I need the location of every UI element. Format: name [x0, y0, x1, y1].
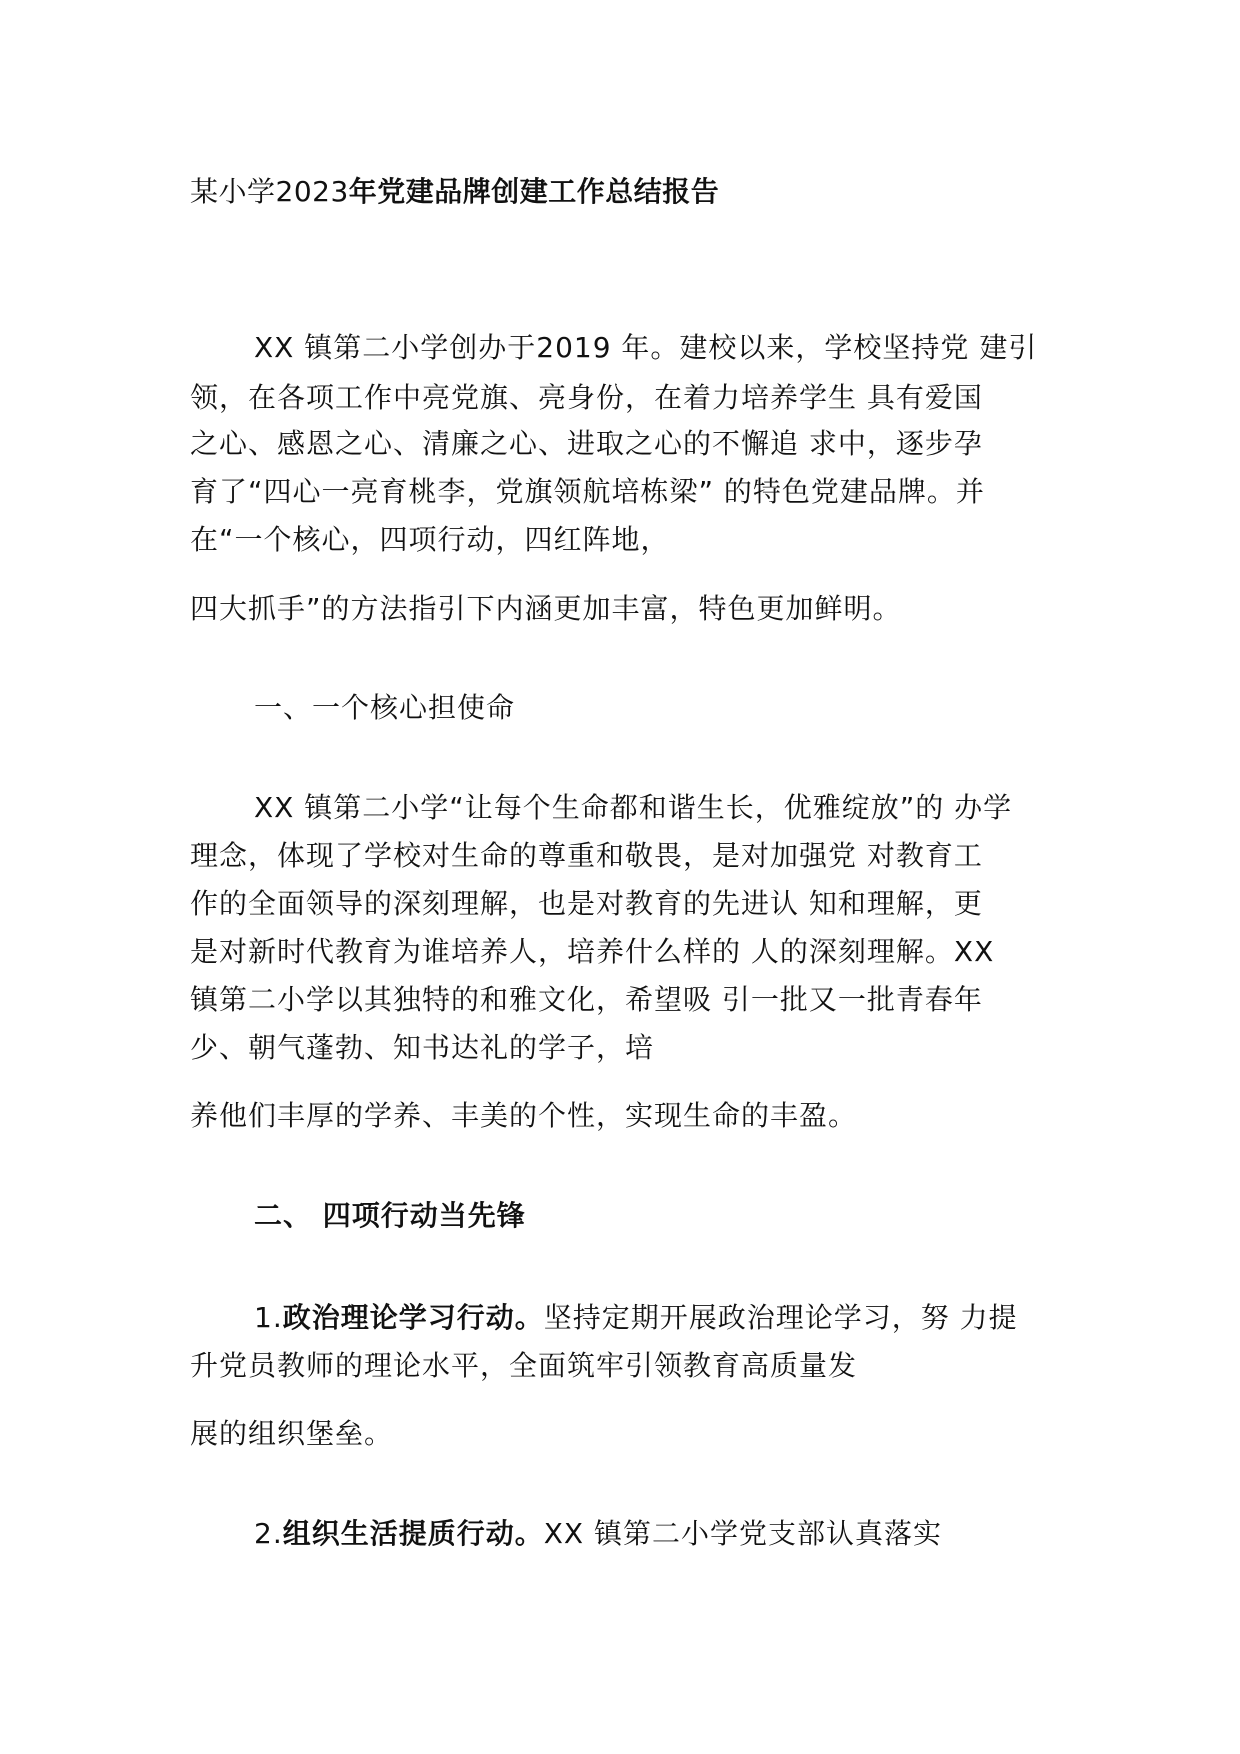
item1-line2: 升党员教师的理论水平，全面筑牢引领教育高质量发 — [190, 1349, 858, 1382]
section1-line: 镇第二小学以其独特的和雅文化，希望吸 引一批又一批青春年 — [190, 983, 983, 1016]
section1-line: 理念，体现了学校对生命的尊重和敬畏，是对加强党 对教育工 — [190, 839, 983, 872]
section-heading-2: 二、 四项行动当先锋 — [254, 1199, 526, 1232]
intro-line: 之心、感恩之心、清廉之心、进取之心的不懈追 求中，逐步孕 — [190, 427, 983, 460]
item1-line3: 展的组织堡垒。 — [190, 1417, 394, 1450]
document-title — [190, 172, 719, 212]
item2-text: XX 镇第二小学党支部认真落实 — [543, 1517, 942, 1550]
section1-line: XX 镇第二小学“让每个生命都和谐生长，优雅绽放”的 办学 — [254, 791, 1013, 824]
section-heading-1: 一、一个核心担使命 — [254, 691, 516, 724]
item1-number: 1. — [254, 1301, 283, 1334]
intro-line: 领，在各项工作中亮党旗、亮身份，在着力培养学生 具有爱国 — [190, 381, 983, 414]
item2-line1 — [254, 1514, 942, 1554]
item1-title: 政治理论学习行动。 — [282, 1301, 544, 1334]
section1-line: 作的全面领导的深刻理解，也是对教育的先进认 知和理解，更 — [190, 887, 983, 920]
item1-line1 — [254, 1298, 1018, 1338]
item2-number: 2. — [254, 1517, 283, 1550]
intro-line: 在“一个核心，四项行动，四红阵地， — [190, 523, 670, 556]
title-main: 年党建品牌创建工作总结报告 — [348, 175, 720, 208]
item2-title: 组织生活提质行动。 — [282, 1517, 544, 1550]
intro-line: 四大抓手”的方法指引下内涵更加丰富，特色更加鲜明。 — [190, 592, 902, 625]
intro-line: XX 镇第二小学创办于2019 年。建校以来，学校坚持党 建引 — [254, 331, 1038, 364]
item1-text: 坚持定期开展政治理论学习，努 力提 — [543, 1301, 1018, 1334]
section1-line: 少、朝气蓬勃、知书达礼的学子，培 — [190, 1031, 655, 1064]
section1-line: 养他们丰厚的学养、丰美的个性，实现生命的丰盈。 — [190, 1099, 858, 1132]
section1-line: 是对新时代教育为谁培养人，培养什么样的 人的深刻理解。XX — [190, 935, 995, 968]
intro-line: 育了“四心一亮育桃李，党旗领航培栋梁” 的特色党建品牌。并 — [190, 475, 985, 508]
title-prefix: 某小学2023 — [190, 175, 349, 208]
